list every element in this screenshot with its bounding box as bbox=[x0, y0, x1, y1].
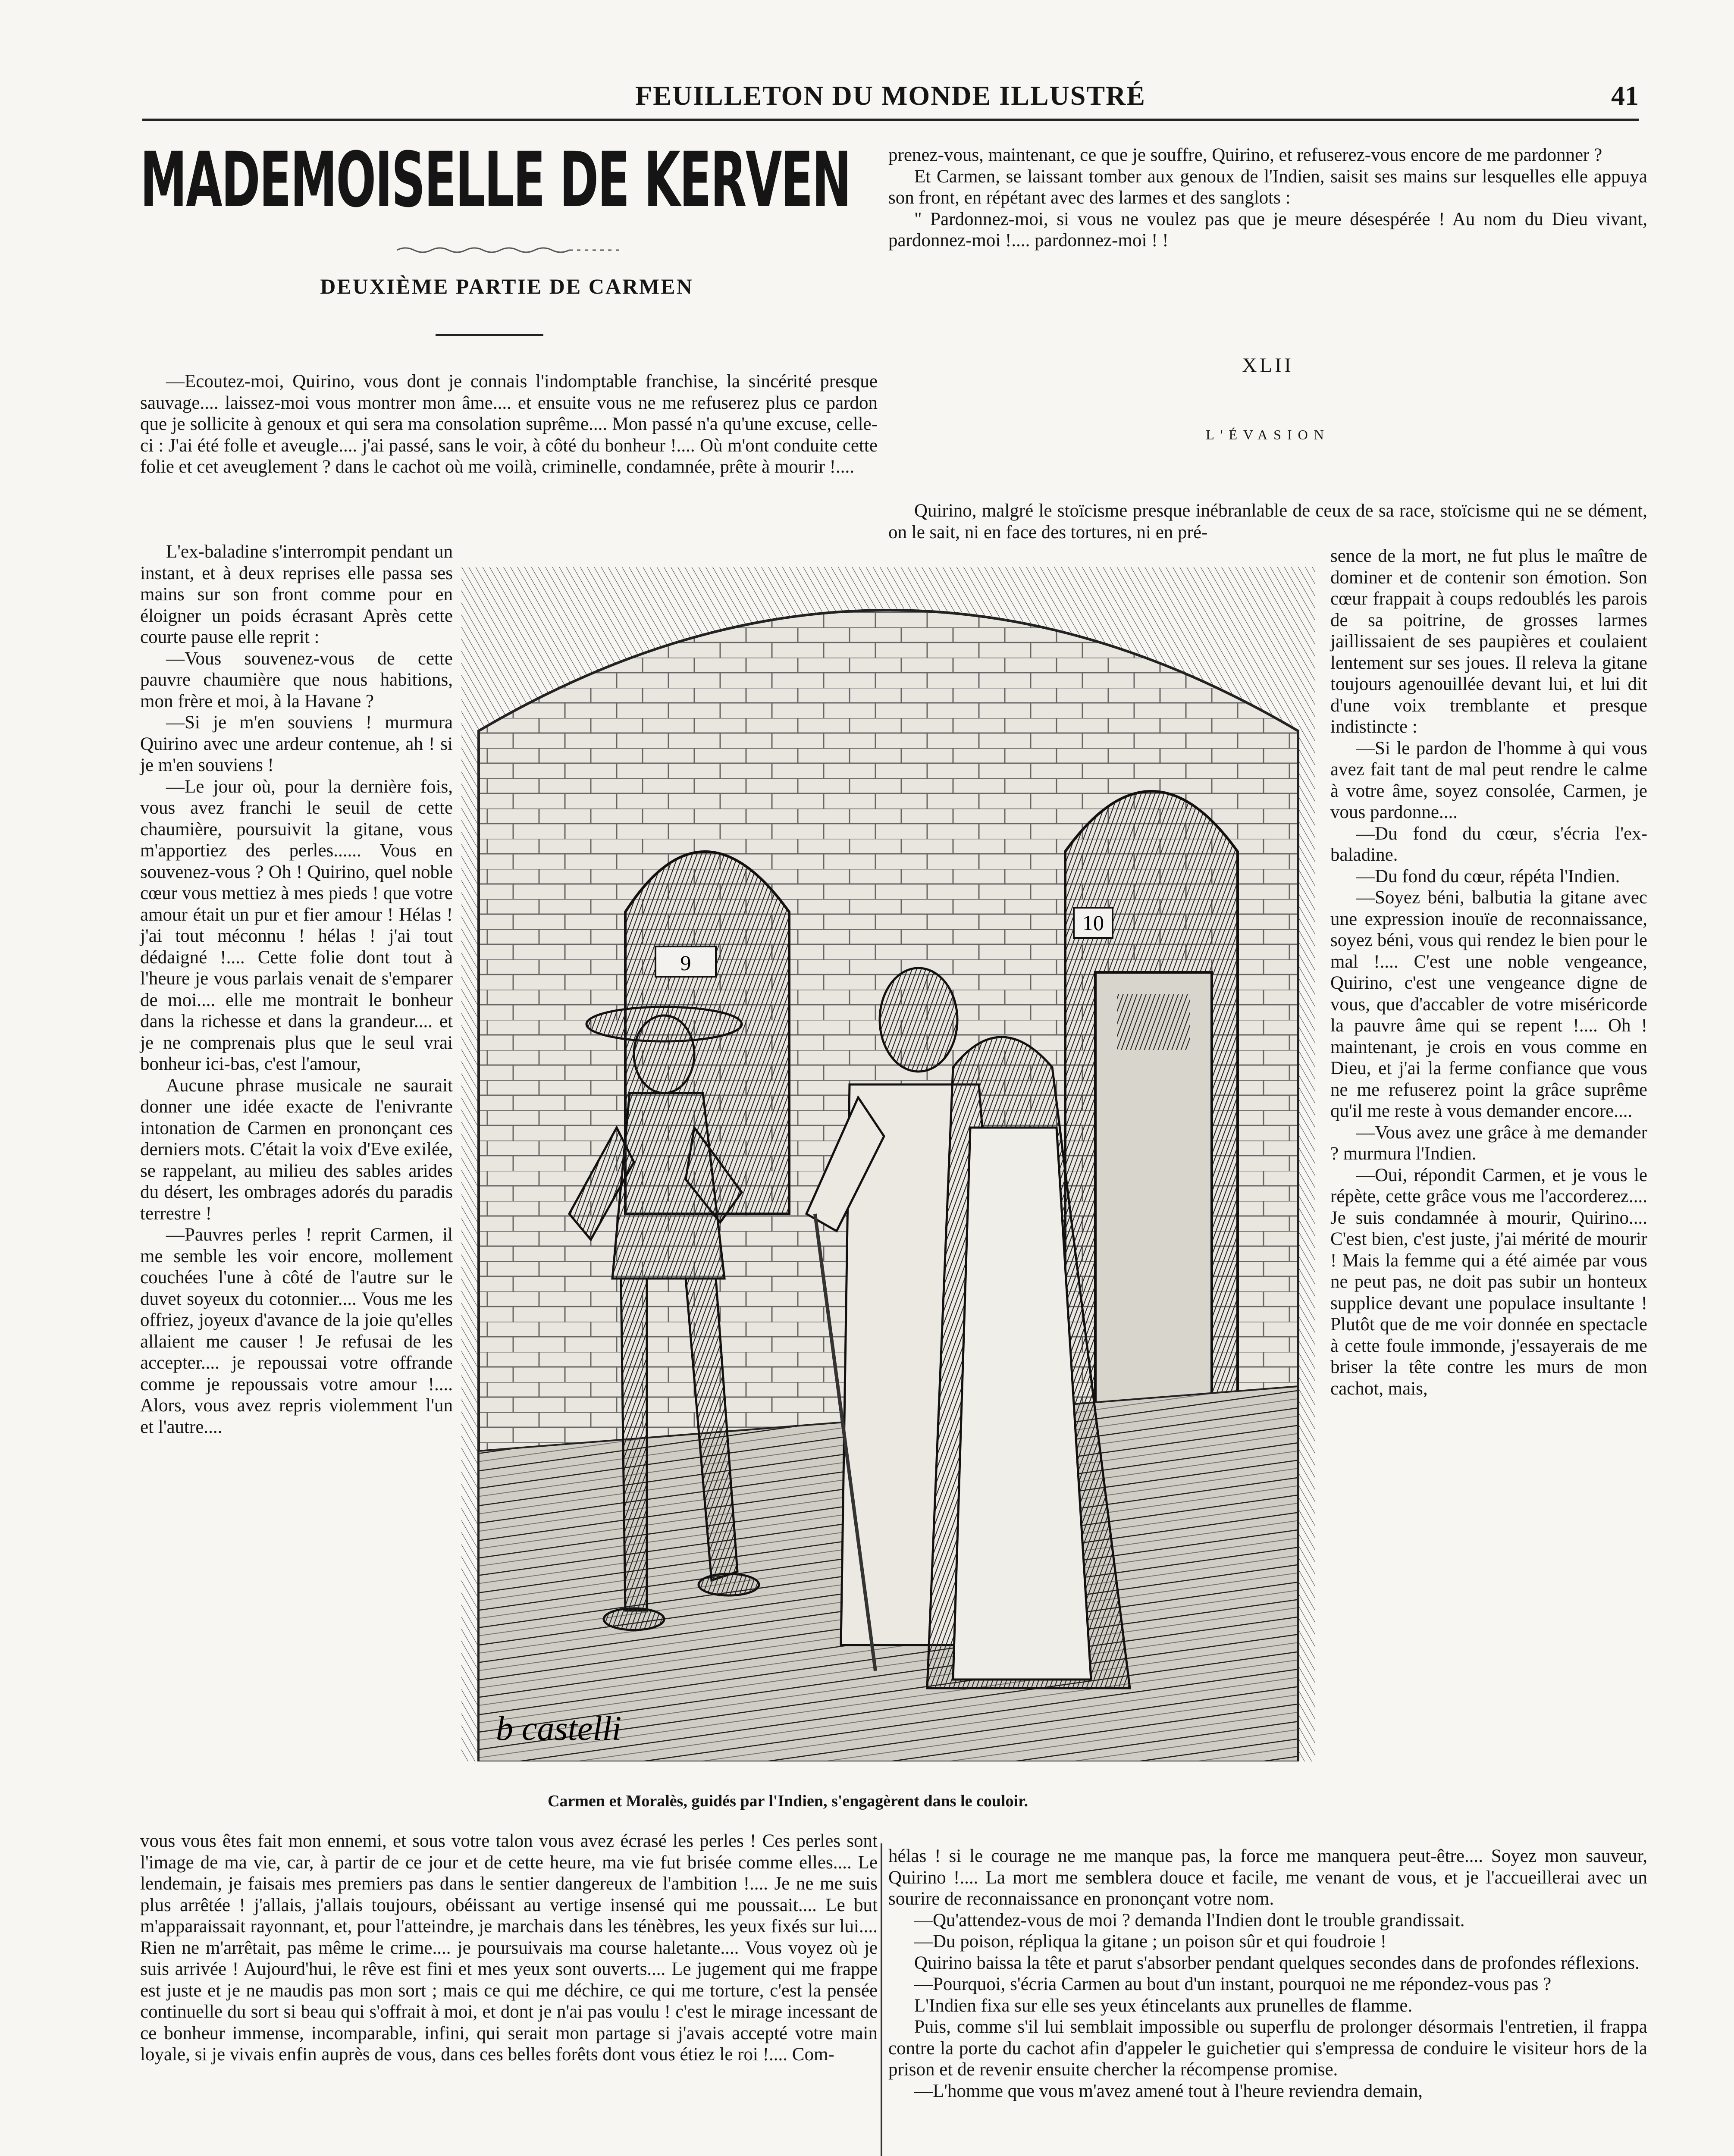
article-subtitle: DEUXIÈME PARTIE DE CARMEN bbox=[320, 274, 693, 298]
col2-top-text bbox=[888, 144, 1647, 251]
paragraph: Aucune phrase musicale ne saurait donner une idée exacte de l'enivrante intonation de Carmen en prononçant ces derniers mots. C'était la voix d'Eve exilée, se rappelant, au milieu des sables arides du désert, les ombrages adorés du paradis terrestre ! bbox=[140, 1075, 453, 1224]
col2-narrow-text bbox=[1330, 545, 1647, 1399]
section-number: XLII bbox=[1242, 354, 1294, 377]
paragraph: —Le jour où, pour la dernière fois, vous avez franchi le seuil de cette chaumière, poursuivit la gitane, vous m'apportiez des perles...... Vous en souvenez-vous ? Oh ! Quirino, quel noble cœur vous mettiez à mes pieds ! que votre amour était un pur et fier amour ! Hélas ! j'ai tout méconnu ! hélas ! j'ai tout dédaigné !.... Cette folie dont tout à l'heure je vous parlais venait de s'emparer de moi.... elle me montrait le bonheur dans la richesse et dans la grandeur.... et je ne comprenais plus que le seul vrai bonheur ici-bas, c'est l'amour, bbox=[140, 776, 453, 1074]
paragraph: Et Carmen, se laissant tomber aux genoux de l'Indien, saisit ses mains sur lesquelles elle appuya son front, en répétant avec des larmes et des sanglots : bbox=[888, 166, 1647, 208]
cell-number-10: 10 bbox=[1082, 911, 1104, 935]
paragraph: —Soyez béni, balbutia la gitane avec une expression inouïe de reconnaissance, soyez béni, vous qui rendez le bien pour le mal !.... C'est une noble vengeance, Quirino, c'est une vengeance digne de vous, que d'accabler de votre miséricorde la pauvre âme qui se repent !.... Oh ! maintenant, je crois en vous comme en Dieu, et j'ai la ferme confiance que vous ne me refuserez point la grâce suprême qu'il me reste à vous demander encore.... bbox=[1330, 887, 1647, 1121]
col1-bottom-text bbox=[140, 1830, 878, 2065]
ornament-divider bbox=[397, 244, 621, 257]
paragraph: —Si je m'en souviens ! murmura Quirino avec une ardeur contenue, ah ! si je m'en souviens ! bbox=[140, 712, 453, 775]
paragraph: —Vous avez une grâce à me demander ? murmura l'Indien. bbox=[1330, 1122, 1647, 1164]
col1-top-text bbox=[140, 371, 878, 478]
paragraph: —Du fond du cœur, répéta l'Indien. bbox=[1356, 866, 1620, 887]
section-title: L'ÉVASION bbox=[1206, 427, 1330, 442]
paragraph: Quirino baissa la tête et parut s'absorber pendant quelques secondes dans de profondes réflexions. bbox=[914, 1952, 1640, 1973]
col2-bottom-text bbox=[888, 1846, 1647, 2102]
paragraph: —Pourquoi, s'écria Carmen au bout d'un instant, pourquoi ne me répondez-vous pas ? bbox=[914, 1974, 1552, 1994]
paragraph: —Si le pardon de l'homme à qui vous avez fait tant de mal peut rendre le calme à votre âme, soyez consolée, Carmen, je vous pardonne.... bbox=[1330, 738, 1647, 822]
engraving-illustration bbox=[461, 567, 1315, 1761]
paragraph: vous vous êtes fait mon ennemi, et sous votre talon vous avez écrasé les perles ! Ces perles sont l'image de ma vie, car, à partir de ce jour et de cette heure, ma vie fut brisée comme elles.... Le lendemain, je faisais mes premiers pas dans le sentier dangereux de l'ambition !.... Je ne me suis plus arrêtée ! j'allais, j'allais toujours, obéissant au vertige insensé qui me poussait.... Le but m'apparaissait rayonnant, et, pour l'atteindre, je marchais dans les ténèbres, les yeux fixés sur lui.... Rien ne m'arrêtait, pas même le crime.... je poursuivais ma course haletante.... Vous voyez où je suis arrivée ! Aujourd'hui, le rêve est fini et mes yeux sont ouverts.... Le jugement qui me frappe est juste et je ne maudis pas mon sort ; mais ce qui me déchire, ce qui me torture, c'est la pensée continuelle du sort si beau qui s'offrait à moi, et dont je n'ai pas voulu ! c'est le mirage incessant de ce bonheur immense, incomparable, infini, qui serait mon partage si j'avais accepté votre main loyale, si je vivais enfin auprès de vous, dans ces belles forêts dont vous étiez le roi !.... Com- bbox=[140, 1831, 878, 2065]
paragraph: —Ecoutez-moi, Quirino, vous dont je connais l'indomptable franchise, la sincérité presque sauvage.... laissez-moi vous montrer mon âme.... et ensuite vous ne me refuserez plus ce pardon que je sollicite à genoux et qui sera ma consolation suprême.... Mon passé n'a qu'une excuse, celle-ci : J'ai été folle et aveugle.... j'ai passé, sans le voir, à côté du bonheur !.... Où m'ont conduite cette folie et cet aveuglement ? dans le cachot où me voilà, criminelle, condamnée, prête à mourir !.... bbox=[140, 371, 878, 477]
title-rule bbox=[436, 334, 543, 336]
col2-wide-text bbox=[888, 500, 1647, 543]
paragraph: sence de la mort, ne fut plus le maître de dominer et de contenir son émotion. Son cœur frappait à coups redoublés les parois de sa poitrine, de grosses larmes jaillissaient de ses paupières et coulaient lentement sur ses joues. Il releva la gitane toujours agenouillée devant lui, et lui dit d'une voix tremblante et presque indistincte : bbox=[1330, 546, 1647, 737]
column-rule bbox=[881, 1843, 882, 2156]
paragraph: —Qu'attendez-vous de moi ? demanda l'Indien dont le trouble grandissait. bbox=[914, 1910, 1465, 1930]
col1-narrow-text bbox=[140, 541, 453, 1438]
artist-signature: b castelli bbox=[496, 1710, 622, 1748]
paragraph: hélas ! si le courage ne me manque pas, la force me manquera peut-être.... Soyez mon sauveur, Quirino !.... La mort me semblera douce et facile, me venant de vous, et je l'accueillerai avec un sourire de reconnaissance en prononçant votre nom. bbox=[888, 1846, 1647, 1909]
paragraph: " Pardonnez-moi, si vous ne voulez pas que je meure désespérée ! Au nom du Dieu vivant, pardonnez-moi !.... pardonnez-moi ! ! bbox=[888, 209, 1647, 251]
paragraph: —Du poison, répliqua la gitane ; un poison sûr et qui foudroie ! bbox=[914, 1931, 1387, 1952]
paragraph: L'Indien fixa sur elle ses yeux étincelants aux prunelles de flamme. bbox=[914, 1995, 1413, 2016]
running-title: FEUILLETON DU MONDE ILLUSTRÉ bbox=[635, 80, 1146, 111]
paragraph: prenez-vous, maintenant, ce que je souffre, Quirino, et refuserez-vous encore de me pardonner ? bbox=[888, 145, 1602, 165]
paragraph: —Du fond du cœur, s'écria l'ex-baladine. bbox=[1330, 823, 1647, 865]
paragraph: —Vous souvenez-vous de cette pauvre chaumière que nous habitions, mon frère et moi, à la Havane ? bbox=[140, 648, 453, 711]
page-number: 41 bbox=[1611, 80, 1639, 111]
illustration-caption: Carmen et Moralès, guidés par l'Indien, s'engagèrent dans le couloir. bbox=[548, 1792, 1028, 1810]
paragraph: —Pauvres perles ! reprit Carmen, il me semble les voir encore, mollement couchées l'une à côté de l'autre sur le duvet soyeux du cotonnier.... Vous me les offriez, joyeux d'avance de la joie qu'elles allaient me causer ! Je refusai de les accepter.... je repoussai votre offrande comme je repoussais votre amour !.... Alors, vous avez repris violemment l'un et l'autre.... bbox=[140, 1225, 453, 1437]
paragraph: —L'homme que vous m'avez amené tout à l'heure reviendra demain, bbox=[914, 2081, 1423, 2101]
cell-number-9: 9 bbox=[680, 951, 691, 975]
paragraph: Quirino, malgré le stoïcisme presque inébranlable de ceux de sa race, stoïcisme qui ne se dément, on le sait, ni en face des tortures, ni en pré- bbox=[888, 501, 1647, 542]
paragraph: L'ex-baladine s'interrompit pendant un instant, et à deux reprises elle passa ses mains sur son front comme pour en éloigner un poids écrasant Après cette courte pause elle reprit : bbox=[140, 542, 453, 647]
paragraph: Puis, comme s'il lui semblait impossible ou superflu de prolonger désormais l'entretien, il frappa contre la porte du cachot afin d'appeler le guichetier qui s'empressa de conduire le visiteur hors de la prison et de revenir ensuite chercher la récompense promise. bbox=[888, 2017, 1647, 2080]
paragraph: —Oui, répondit Carmen, et je vous le répète, cette grâce vous me l'accorderez.... Je suis condamnée à mourir, Quirino.... C'est bien, c'est juste, j'ai mérité de mourir ! Mais la femme qui a été aimée par vous ne peut pas, ne doit pas subir un honteux supplice devant une populace insultante ! Plutôt que de me voir donnée en spectacle à cette foule immonde, j'essayerais de me briser la tête contre les murs de mon cachot, mais, bbox=[1330, 1165, 1647, 1399]
page-header bbox=[142, 80, 1639, 121]
article-title: MADEMOISELLE DE KERVEN bbox=[140, 136, 850, 224]
